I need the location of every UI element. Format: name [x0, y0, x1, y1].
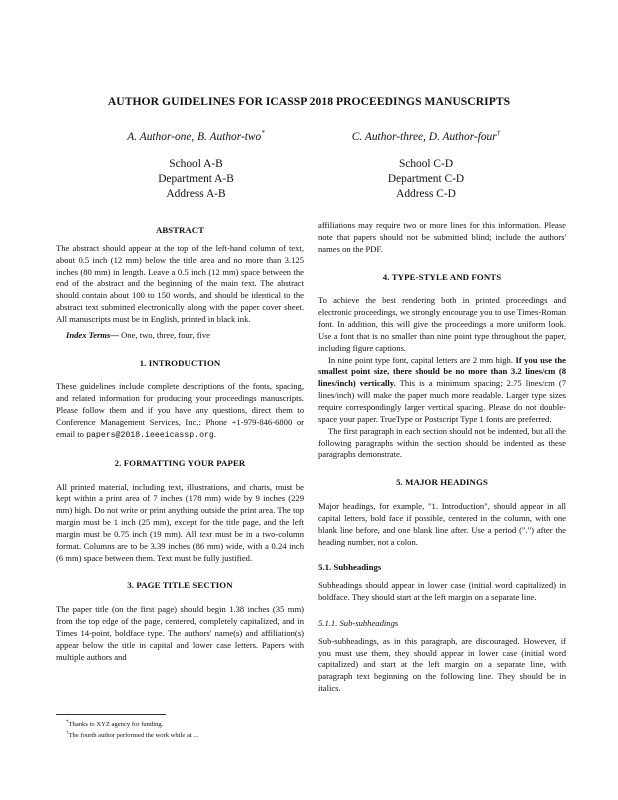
section-heading-introduction: 1. INTRODUCTION	[139, 357, 221, 368]
footnote-1: *Thanks to XYZ agency for funding.	[66, 720, 164, 729]
type-style-paragraph-2: In nine point type font, capital letters are 2 mm high. If you use the smallest point size, there should be no more than 3.2 lines/cm (8 lines/inch) vertically. This is a minimum spacing; 2.75 lines/cm (7 lines/inch) will make the paper much more readable. Larger type sizes require correspondingly larger vertical spacing. Please do not double-space your paper. TrueType or Postscript Type 1 fonts are preferred.	[318, 354, 566, 424]
author-department: Department A-B	[158, 172, 234, 185]
contact-email: papers@2018.ieeeicassp.org	[86, 430, 214, 440]
introduction-text: These guidelines include complete descriptions of the fonts, spacing, and related information for producing your proceedings manuscripts. Please follow them and if you have any questions, direct them to Conference Management Services, Inc.: Phone +1-979-846-6800 or email to papers@2018.ieeeicassp.org.	[56, 381, 304, 440]
author-department: Department C-D	[387, 172, 465, 185]
author-group-1	[71, 126, 321, 202]
author-names: A. Author-one, B. Author-two*	[127, 129, 265, 143]
type-style-paragraph-3: The first paragraph in each section should not be indented, but all the following paragraphs within the section should be indented as these paragraphs demonstrate.	[318, 425, 566, 460]
footnotes	[56, 714, 304, 740]
right-column	[318, 220, 566, 695]
type-style-paragraph-1: To achieve the best rendering both in printed proceedings and electronic proceedings, we strongly encourage you to use Times-Roman font. In addition, this will give the proceedings a more uniform look. Use a font that is no smaller than nine point type throughout the paper, including figure captions.	[318, 295, 566, 353]
author-school: School C-D	[398, 157, 454, 170]
page-title-text: The paper title (on the first page) should begin 1.38 inches (35 mm) from the top edge of the page, centered, completely capitalized, and in Times 14-point, boldface type. The authors' name(s) and affiliation(s) appear below the title in capital and lower case letters. Papers with multiple authors and	[56, 604, 304, 662]
section-heading-type-style: 4. TYPE-STYLE AND FONTS	[382, 271, 502, 282]
major-headings-text: Major headings, for example, "1. Introduction", should appear in all capital letters, bold face if possible, centered in the column, with one blank line before, and one blank line after. Use a period (".") after the heading number, not a colon.	[318, 501, 566, 547]
page-title-text-continued: affiliations may require two or more lines for this information. Please note that papers should not be submitted blind; include the authors' names on the PDF.	[318, 220, 566, 254]
author-group-2	[301, 126, 551, 202]
index-terms-label: Index Terms—	[66, 329, 119, 340]
left-column	[56, 225, 304, 663]
footnote-rule	[56, 714, 166, 715]
section-heading-major-headings: 5. MAJOR HEADINGS	[396, 477, 488, 488]
abstract-heading: ABSTRACT	[156, 225, 204, 235]
paper-title: AUTHOR GUIDELINES FOR ICASSP 2018 PROCEEDINGS MANUSCRIPTS	[107, 95, 511, 108]
author-address: Address A-B	[166, 187, 226, 200]
formatting-text: All printed material, including text, illustrations, and charts, must be kept within a print area of 7 inches (178 mm) wide by 9 inches (229 mm) high. Do not write or print anything outside the print area. The top margin must be 1 inch (25 mm), except for the title page, and the left margin must be 0.75 inch (19 mm). All text must be in a two-column format. Columns are to be 3.39 inches (86 mm) wide, with a 0.24 inch (6 mm) space between them. Text must be fully justified.	[56, 481, 304, 563]
author-school: School A-B	[169, 157, 223, 170]
subsection-heading-subheadings: 5.1. Subheadings	[318, 562, 382, 573]
abstract-text: The abstract should appear at the top of the left-hand column of text, about 0.5 inch (12 mm) below the title area and no more than 3.125 inches (80 mm) in length. Leave a 0.5 inch (12 mm) space between the end of the abstract and the beginning of the main text. The abstract should contain about 100 to 150 words, and should be identical to the abstract text submitted electronically along with the paper cover sheet. All manuscripts must be in English, printed in black ink.	[56, 242, 304, 324]
section-heading-formatting: 2. FORMATTING YOUR PAPER	[114, 457, 246, 468]
subheadings-text: Subheadings should appear in lower case (initial word capitalized) in boldface. They should start at the left margin on a separate line.	[318, 580, 566, 603]
author-address: Address C-D	[396, 187, 456, 200]
index-terms: Index Terms— One, two, three, four, five	[66, 329, 210, 340]
author-names: C. Author-three, D. Author-four†	[351, 129, 501, 143]
section-heading-page-title: 3. PAGE TITLE SECTION	[127, 580, 233, 591]
subsubsection-heading: 5.1.1. Sub-subheadings	[318, 617, 399, 628]
subsubheadings-text: Sub-subheadings, as in this paragraph, are discouraged. However, if you must use them, they should appear in lower case (initial word capitalized) and start at the left margin on a separate line, with paragraph text beginning on the following line. They should be in italics.	[318, 635, 566, 694]
footnote-2: †The fourth author performed the work while at ...	[66, 731, 199, 740]
